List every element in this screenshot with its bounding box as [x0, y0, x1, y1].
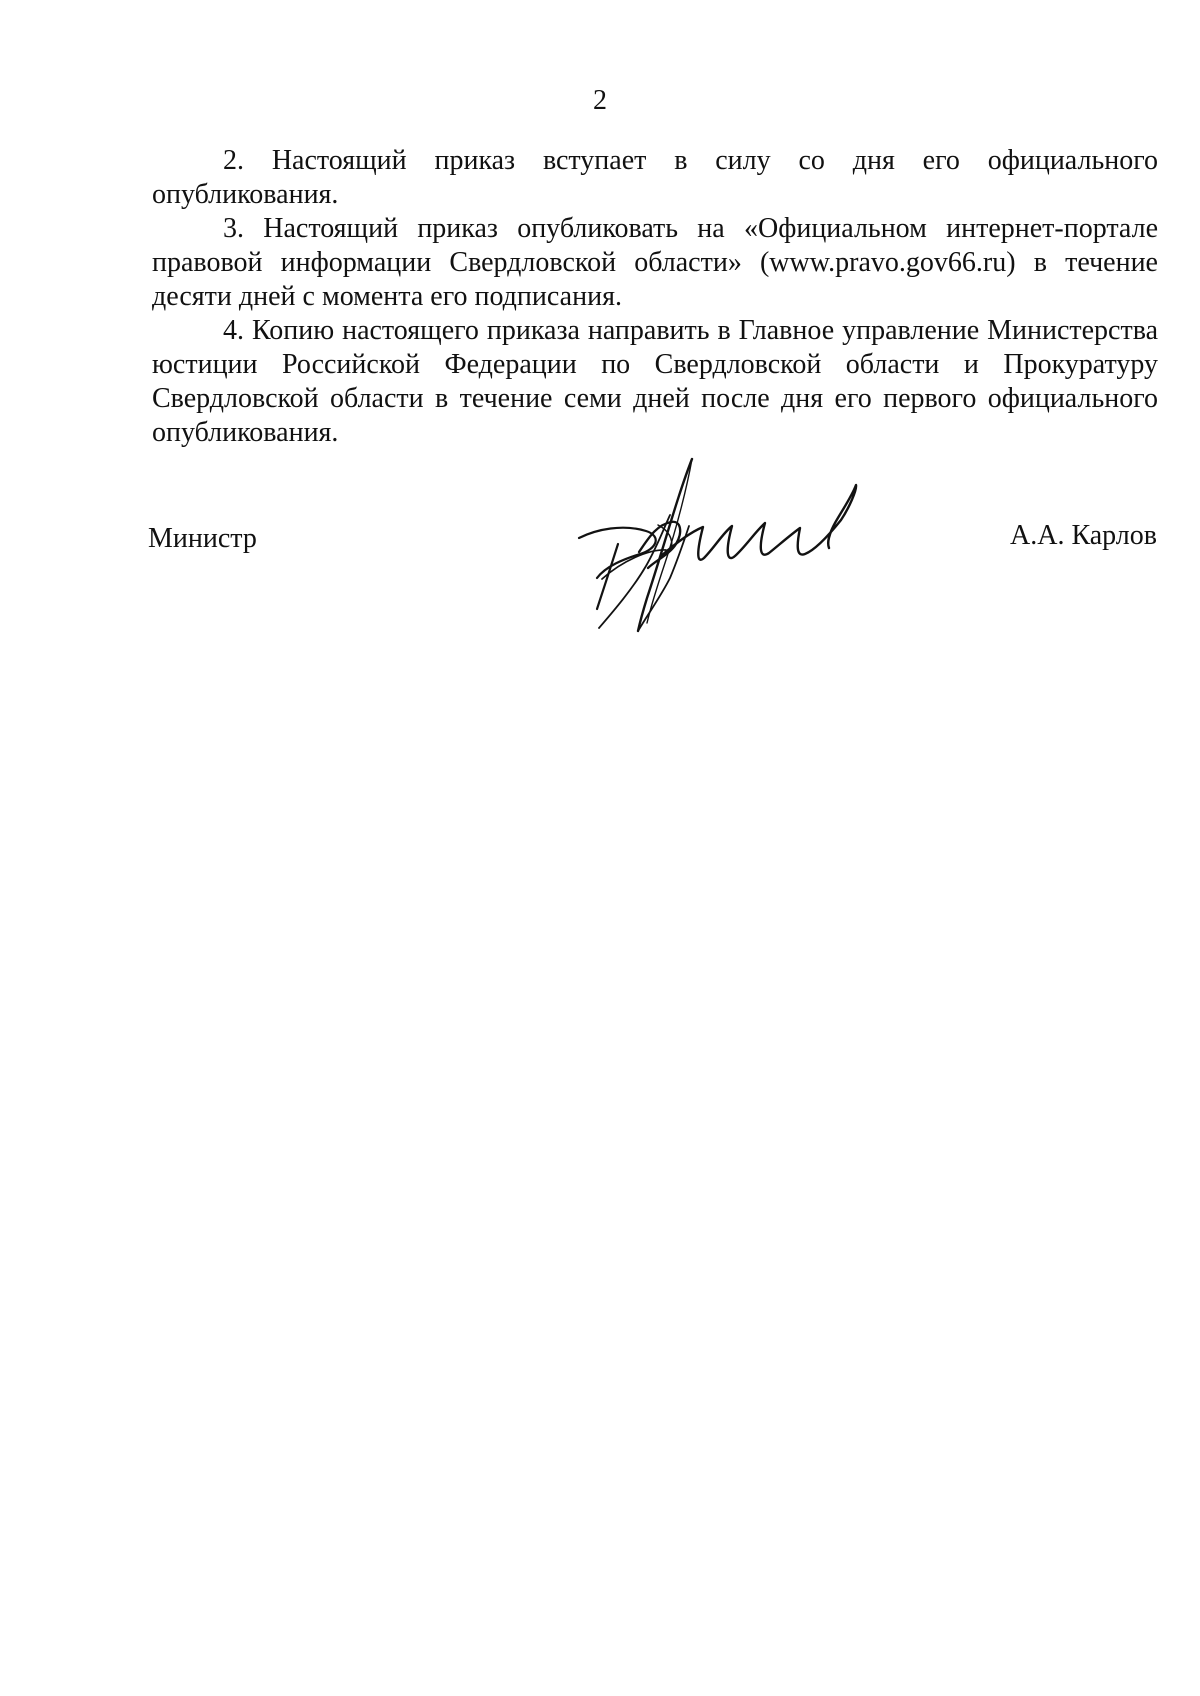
handwritten-signature-icon [575, 455, 860, 645]
clause-2: 2. Настоящий приказ вступает в силу со дня его официального опубликования. [152, 145, 1158, 210]
clause-3: 3. Настоящий приказ опубликовать на «Официальном интернет-портале правовой информации Свердловской области» (www.pravo.gov66.ru) в течение десяти дней с момента его подписания. [152, 213, 1158, 312]
signature-block [0, 0, 1200, 660]
page-number: 2 [593, 85, 607, 116]
signer-position: Министр [148, 523, 257, 554]
signer-name: А.А. Карлов [1010, 520, 1157, 551]
clause-4: 4. Копию настоящего приказа направить в Главное управление Министерства юстиции Российской Федерации по Свердловской области и Прокуратуру Свердловской области в течение семи дней после дня его первого официального опубликования. [152, 315, 1158, 448]
